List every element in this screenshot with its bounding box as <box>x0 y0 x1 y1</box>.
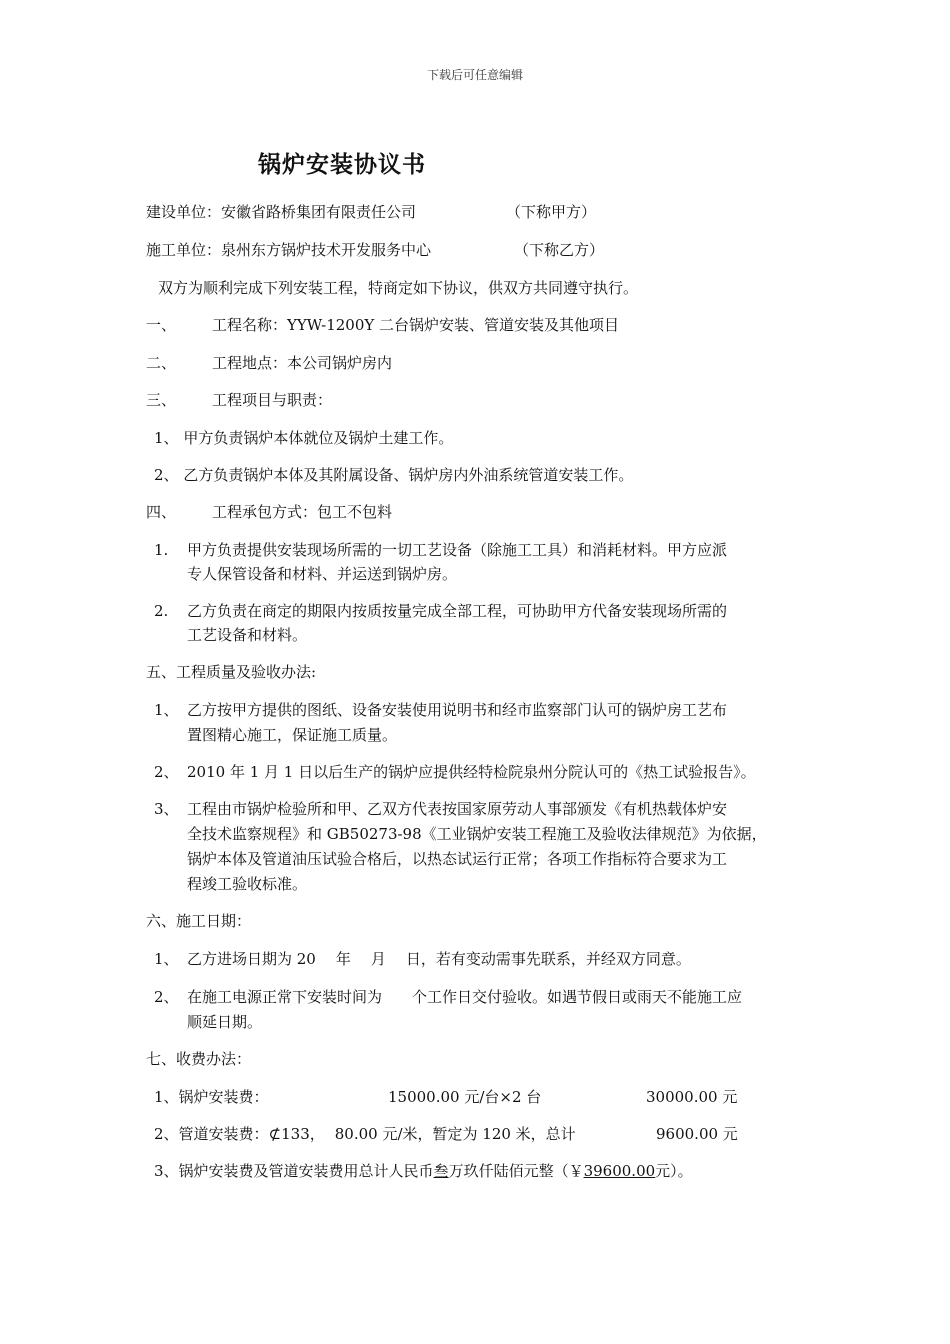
fee-2-line <box>154 1124 576 1144</box>
section-4-item-1-line1: 甲方负责提供安装现场所需的一切工艺设备（除施工工具）和消耗材料。甲方应派 <box>187 541 728 559</box>
section-5-item-3-line3: 锅炉本体及管道油压试验合格后，以热态试运行正常；各项工作指标符合要求为工 <box>187 850 728 868</box>
party-b-alias: （下称乙方） <box>514 241 605 259</box>
section-4-item-2-num: 2. <box>154 602 169 620</box>
section-5-item-3-line2: 全技术监察规程》和 GB50273-98《工业锅炉安装工程施工及验收法律规范》为依据， <box>187 825 767 843</box>
fee-3-suffix: 元）。 <box>655 1162 693 1180</box>
install-time-rest: 个工作日交付验收。如遇节假日或雨天不能施工应 <box>412 988 743 1006</box>
header-note: 下载后可任意编辑 <box>426 68 523 82</box>
section-4-item-1-line2: 专人保管设备和材料、并运送到锅炉房。 <box>187 565 458 583</box>
party-a-alias: （下称甲方） <box>506 203 597 221</box>
fee-2-price: 80.00 元/米，暂定为 120 米，总计 <box>334 1125 576 1143</box>
fee-1-total: 30000.00 元 <box>646 1088 738 1106</box>
section-6-item-1-num: 1、 <box>154 950 179 968</box>
item-text: 甲方负责锅炉本体就位及锅炉土建工作。 <box>183 429 454 447</box>
fee-1-unit-price: 15000.00 元/台×2 台 <box>388 1088 542 1106</box>
section-6-item-2-line2: 顺延日期。 <box>187 1013 263 1031</box>
section-5-item-3-line1: 工程由市锅炉检验所和甲、乙双方代表按国家原劳动人事部颁发《有机热载体炉安 <box>187 800 728 818</box>
section-4-item-2-line2: 工艺设备和材料。 <box>187 626 308 644</box>
section-2-num: 二、 <box>146 354 177 372</box>
section-5-item-1-line2: 置图精心施工，保证施工质量。 <box>187 726 398 744</box>
entry-date-prefix: 乙方进场日期为 20 <box>187 950 316 968</box>
section-5-item-1-num: 1、 <box>154 701 179 719</box>
fee-3-prefix: 3、锅炉安装费及管道安装费用总计人民币 <box>154 1162 434 1180</box>
party-b-line <box>146 240 431 260</box>
fee-2-spec: ⊄133， <box>268 1125 325 1143</box>
section-3-num: 三、 <box>146 391 177 409</box>
install-time-prefix: 在施工电源正常下安装时间为 <box>187 988 383 1006</box>
entry-date-year: 年 <box>335 950 351 968</box>
section-4-item-1-num: 1. <box>154 541 169 559</box>
section-2-text: 工程地点：本公司锅炉房内 <box>212 354 393 372</box>
fee-3-line <box>154 1161 693 1181</box>
party-a-name: 安徽省路桥集团有限责任公司 <box>221 203 417 221</box>
fee-3-amount-chinese: 叁 <box>433 1162 449 1180</box>
party-a-line <box>146 202 416 222</box>
section-6-item-1-text <box>187 949 691 969</box>
item-text: 乙方负责锅炉本体及其附属设备、锅炉房内外油系统管道安装工作。 <box>183 466 634 484</box>
item-number: 1、 <box>154 429 179 447</box>
fee-3-mid: 万玖仟陆佰元整（￥ <box>448 1162 584 1180</box>
section-6-title: 六、施工日期： <box>146 912 252 930</box>
fee-3-amount-number: 39600.00 <box>583 1162 656 1180</box>
section-3-item-2 <box>154 465 633 485</box>
section-4-num: 四、 <box>146 503 177 521</box>
section-5-item-1-line1: 乙方按甲方提供的图纸、设备安装使用说明书和经市监察部门认可的锅炉房工艺布 <box>187 701 728 719</box>
section-4-text: 工程承包方式：包工不包料 <box>212 503 393 521</box>
item-number: 2、 <box>154 466 179 484</box>
section-5-item-3-num: 3、 <box>154 800 179 818</box>
section-1-num: 一、 <box>146 316 177 334</box>
document-title: 锅炉安装协议书 <box>258 151 426 178</box>
intro-text: 双方为顺利完成下列安装工程，特商定如下协议，供双方共同遵守执行。 <box>158 279 639 297</box>
section-3-text: 工程项目与职责： <box>212 391 333 409</box>
section-4-item-2-line1: 乙方负责在商定的期限内按质按量完成全部工程，可协助甲方代备安装现场所需的 <box>187 602 728 620</box>
entry-date-month: 月 <box>370 950 386 968</box>
party-a-label: 建设单位： <box>146 203 222 221</box>
section-6-item-2-line1 <box>187 987 742 1007</box>
party-b-name: 泉州东方锅炉技术开发服务中心 <box>221 241 432 259</box>
party-b-label: 施工单位： <box>146 241 222 259</box>
section-6-item-2-num: 2、 <box>154 988 179 1006</box>
section-1-text: 工程名称：YYW-1200Y 二台锅炉安装、管道安装及其他项目 <box>212 316 620 334</box>
section-5-title: 五、工程质量及验收办法: <box>146 663 317 681</box>
section-5-item-2-line1: 2010 年 1 月 1 日以后生产的锅炉应提供经特检院泉州分院认可的《热工试验报告》。 <box>187 763 756 781</box>
section-7-title: 七、收费办法： <box>146 1050 252 1068</box>
fee-1-label: 1、锅炉安装费： <box>154 1088 269 1106</box>
section-5-item-3-line4: 程竣工验收标准。 <box>187 875 308 893</box>
fee-2-total: 9600.00 元 <box>656 1125 738 1143</box>
section-3-item-1 <box>154 428 453 448</box>
entry-date-day-rest: 日，若有变动需事先联系，并经双方同意。 <box>405 950 691 968</box>
section-5-item-2-num: 2、 <box>154 763 179 781</box>
fee-2-label: 2、管道安装费： <box>154 1125 269 1143</box>
